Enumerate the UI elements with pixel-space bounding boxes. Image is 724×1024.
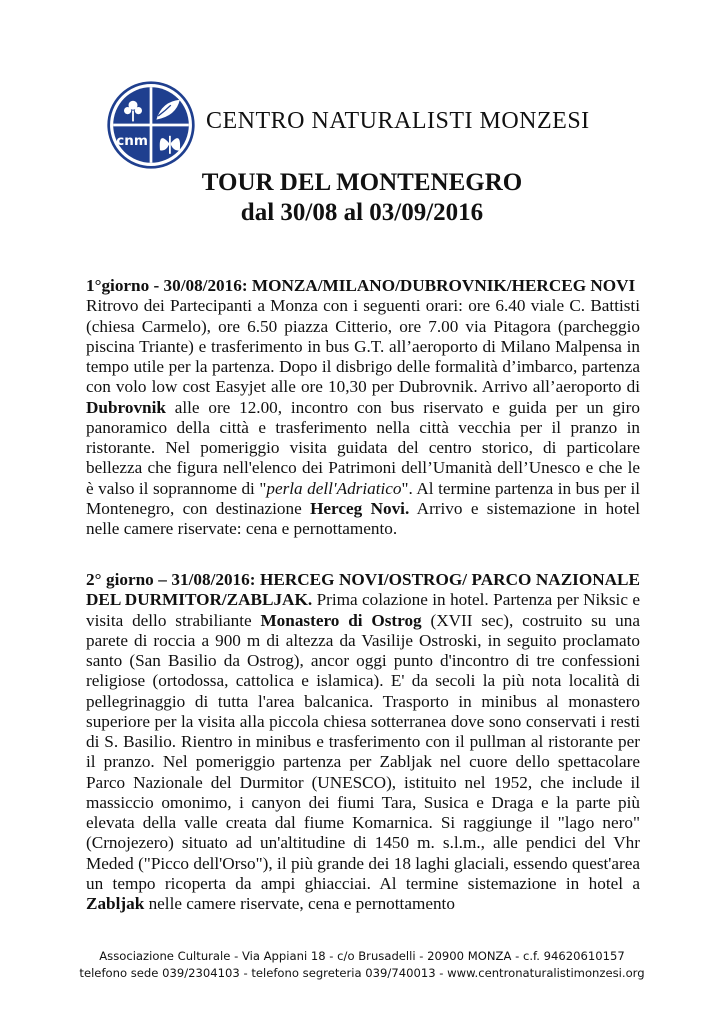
day-1-nickname: perla dell'Adriatico [266, 478, 402, 498]
day-1-text-3: ". Al termine partenza in bus per il Montenegro, con destinazione [86, 478, 640, 518]
footer [0, 948, 724, 982]
footer-address: Associazione Culturale - Via Appiani 18 - c/o Brusadelli - 20900 MONZA - c.f. 94620610157 [99, 949, 625, 963]
page-title [0, 168, 724, 228]
org-name: CENTRO NATURALISTI MONZESI [206, 108, 590, 134]
footer-contacts: telefono sede 039/2304103 - telefono segreteria 039/740013 - www.centronaturalistimonzesi.org [79, 966, 645, 980]
cnm-logo [106, 80, 196, 170]
day-1-heading: 1°giorno - 30/08/2016: MONZA/MILANO/DUBROVNIK/HERCEG NOVI [86, 276, 636, 295]
day-2-text-1: Prima colazione in hotel. Partenza per Niksic e visita dello strabiliante [86, 590, 640, 630]
day-1-place-dubrovnik: Dubrovnik [86, 397, 166, 417]
day-1-text-4: Arrivo e sistemazione in hotel nelle camere riservate: cena e pernottamento. [86, 498, 640, 538]
day-2-heading: 2° giorno – 31/08/2016: HERCEG NOVI/OSTROG/ PARCO NAZIONALE DEL DURMITOR/ZABLJAK. [86, 570, 640, 610]
day-1-body [86, 296, 640, 539]
day-1-text-2: alle ore 12.00, incontro con bus riservato e guida per un giro panoramico della città e trasferimento nella città vecchia per il pranzo in ristorante. Nel pomeriggio visita guidata del centro storico, di particolare bellezza che figura nell'elenco dei Patrimoni dell’Umanità dell’Unesco e che le è valso il soprannome di " [86, 397, 641, 498]
day-2-text-2: (XVII sec), costruito su una parete di roccia a 900 m di altezza da Vasilije Ostroski, in seguito proclamato santo (San Basilio da Ostrog), ancor oggi punto d'incontro di tre confessioni religiose (ortodossa, cattolica e islamica). E' da secoli la più nota località di pellegrinaggio di tutta l'area balcanica. Trasporto in minibus al monastero superiore per la visita alla piccola chiesa sotterranea dove sono conservati i resti di S. Basilio. Rientro in minibus e trasferimento con il pullman al ristorante per il pranzo. Nel pomeriggio partenza per Zabljak nel cuore dello spettacolare Parco Nazionale del Durmitor (UNESCO), istituito nel 1952, che include il massiccio omonimo, i canyon dei fiumi Tara, Susica e Draga e la parte più elevata della valle creata dal fiume Komarnica. Si raggiunge il "lago nero" (Crnojezero) situato ad un'altitudine di 1450 m. s.l.m., alle pendici del Vhr Meded ("Picco dell'Orso"), il più grande dei 18 laghi glaciali, essendo quest'area un tempo ricoperta da ampi ghiacciai. Al termine sistemazione in hotel a [86, 610, 640, 893]
day-2-place-zabljak: Zabljak [86, 894, 145, 913]
day-2-section [86, 570, 640, 914]
day-1-place-herceg-novi: Herceg Novi. [310, 498, 410, 518]
day-1-text-1: Ritrovo dei Partecipanti a Monza con i seguenti orari: ore 6.40 viale C. Battisti (chiesa Carmelo), ore 6.50 piazza Citterio, ore 7.00 via Pitagora (parcheggio piscina Triante) e trasferimento in bus G.T. all’aeroporto di Milano Malpensa in tempo utile per la partenza. Dopo il disbrigo delle formalità d’imbarco, partenza con volo low cost Easyjet alle ore 10,30 per Dubrovnik. Arrivo all’aeroporto di [86, 296, 640, 397]
title-line-2: dal 30/08 al 03/09/2016 [240, 199, 484, 226]
logo-initials: cnm [116, 132, 148, 149]
day-2-text-3: nelle camere riservate, cena e pernottamento [148, 894, 455, 913]
day-2-monastery: Monastero di Ostrog [260, 610, 422, 630]
day-1-section [86, 276, 640, 539]
title-line-1: TOUR DEL MONTENEGRO [201, 169, 523, 196]
